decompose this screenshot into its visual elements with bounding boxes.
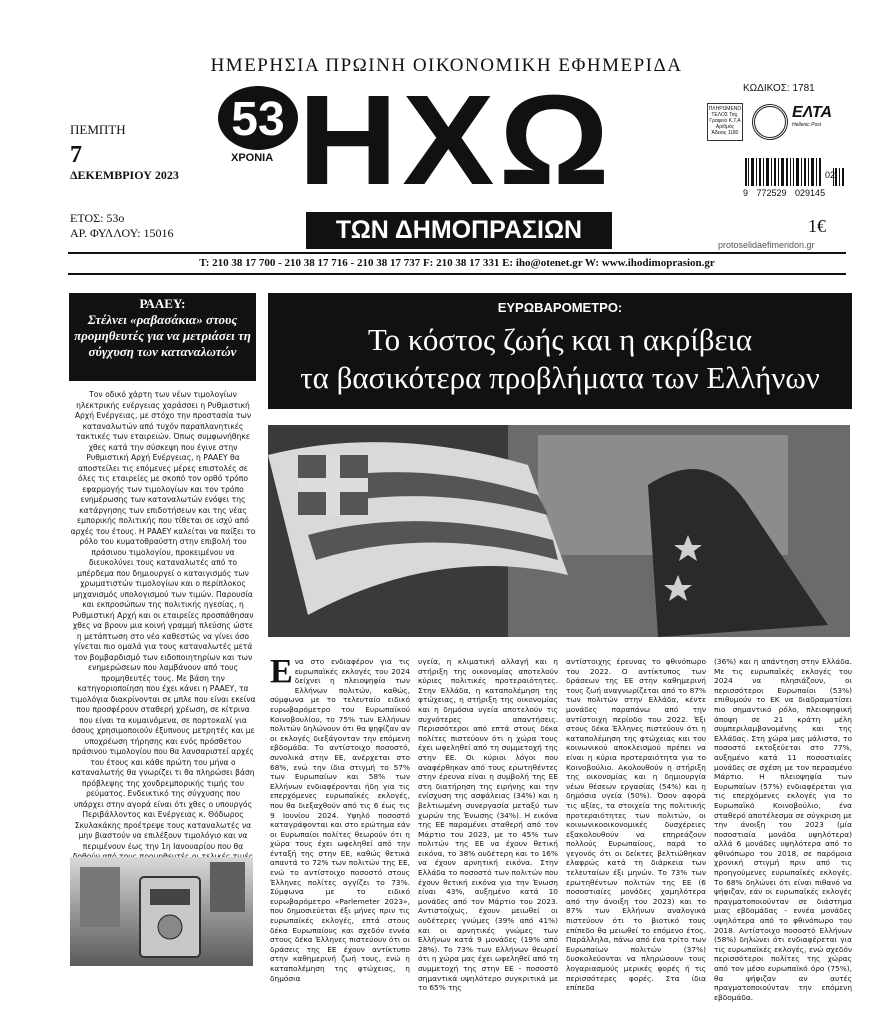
article-column-1: [270, 653, 410, 983]
main-headline-box: [268, 293, 852, 409]
elta-logo: [792, 104, 832, 128]
sidebar-article-body: Τον οδικό χάρτη των νέων τιμολογίων ηλεκτρικής ενέργειας χαράσσει η Ρυθμιστική Αρχή Ενέργειας, με στόχο την προστασία των καταναλωτών από τυχόν παραπλανητικές τακτικές των εταιρειών. Όπως συμφωνήθηκε χθες κατά την σύσκεψη που έγινε στην Ρυθμιστική Αρχή Ενέργειας, η ΡΑΑΕΥ θα αποστείλει τις επόμενες μέρες επιστολές σε όλες τις εταιρείες με σκοπό τον ορθό τρόπο εφαρμογής των τιμολογίων και τον τρόπο ενημέρωσης των καταναλωτών ενόψει της κατάργησης των επιδοτήσεων και της νέας εμπορικής πολιτικής που τίθεται σε ισχύ από αρχές του έτους. Η ΡΑΑΕΥ καλείται να παίξει το ρόλο του κυματοθραύστη στην επιβολή του πράσινου τιμολογίου, προκειμένου να διευκολύνει τους καταναλωτές από το μπέρδεμα που δημιουργεί ο καταιγισμός των χρωματιστών τιμολογίων και ο περίπλοκος μηχανισμός υπολογισμού των τιμών. Παρουσία και εκπροσώπων της πολιτικής ηγεσίας, η Ρυθμιστική Αρχή και οι εταιρείες προσπάθησαν χθες να βρουν μια κοινή γραμμή πλεύσης ώστε η μετάπτωση στο νέο καθεστώς να γίνει όσο γίνεται πιο ομαλά για τους καταναλωτές μετά τον βομβαρδισμό των ειδοποιητηρίων και των ενημερώσεων που λαμβάνουν από τους προμηθευτές τους. Με βάση την κατηγοριοποίηση που έχει κάνει η ΡΑΑΕΥ, τα τιμολόγια διακρίνονται σε μπλε που είναι εκείνα που προσφέρουν σταθερή χρέωση, σε κίτρινα που είναι τα κυμαινόμενα, σε πορτοκαλί για όσους χρησιμοποιούν έξυπνους μετρητές και με υποχρέωση τήρησης και ενός πρόσθετου πράσινου τιμολογίου που θα λανσαριστεί αρχές του έτους και κάθε πρώτη του μήνα ο καταναλωτής θα γνωρίζει τι θα πληρώσει βάση πρόβλεψης της χονδρεμπορικής τιμής του ρεύματος. Ενδεικτικό της σύγχυσης που υπάρχει στην αγορά είναι ότι χθες ο υπουργός Περιβάλλοντος και Ενέργειας κ. Θόδωρος Σκυλακάκης προέτρεψε τους καταναλωτές να μην βιαστούν να επιλέξουν τιμολόγιο και να περιμένουν έως την 1η Ιανουαρίου που θα: [70, 390, 256, 851]
main-headline-line2: τα βασικότερα προβλήματα των Ελλήνων: [300, 360, 820, 395]
divider: [68, 273, 846, 275]
badge-label: ΧΡΟΝΙΑ: [231, 152, 274, 164]
electricity-meter-photo: [70, 857, 253, 966]
badge-number: 53: [231, 93, 285, 146]
masthead-title: ΗΧΩ: [298, 69, 614, 212]
article-column-2: υγεία, η κλιματική αλλαγή και η στήριξη της οικονομίας αποτελούν κύριες πολιτικές προτεραιότητες. Στην Ελλάδα, η καταπολέμηση της φτώχειας, η στήριξη της οικονομίας και η δημόσια υγεία αποτελούν τις συχνότερες απαντήσεις. Περισσότεροι από επτά στους δέκα πολίτες πιστεύουν ότι η χώρα τους έχει ωφεληθεί από τη συμμετοχή της στην ΕΕ. Οι κύριοι λόγοι που αναφέρθηκαν από τους ερωτηθέντες στην έρευνα είναι η συμβολή της ΕΕ στη διατήρηση της ειρήνης και την ενίσχυση της ασφάλειας (34%) και η βελτιωμένη συνεργασία μεταξύ των χωρών της Ένωσης (34%). Η εικόνα της ΕΕ παραμένει σταθερή από τον Μάρτιο του 2023, με το 45% των πολιτών της ΕΕ να έχουν θετική εικόνα, το 38% ουδέτερη και το 16% να έχουν αρνητική εικόνα. Στην Ελλάδα το ποσοστό των πολιτών που έχουν θετική εικόνα για την Ένωση είναι 43%, αυξημένο κατά 10 μονάδες από τον Μάρτιο του 2023. Αντιστοίχως, έχουν μειωθεί οι ουδέτερες γνώμες (39% από 41%) και οι αρνητικές γνώμες των Ελλήνων κατά 9 μονάδες (19% από 28%). Το 73% των Ελλήνων θεωρεί ότι η χώρα μας έχει ωφεληθεί από τη συμμετοχή της στην ΕΕ - ποσοστό σημαντικά υψηλότερο συγκριτικά με το 65% της: [418, 657, 558, 993]
barcode-suffix: 02: [825, 170, 836, 180]
sidebar-headline-box: [69, 293, 256, 381]
elta-sub: Hellenic Post: [792, 122, 822, 128]
barcode-number: 9 772529 029145: [743, 188, 826, 198]
drop-cap: Ε: [270, 653, 293, 690]
day-name: ΠΕΜΠΤΗ: [70, 122, 126, 137]
price: 1€: [808, 216, 826, 236]
main-headline-line1: Το κόστος ζωής και η ακρίβεια: [367, 322, 753, 357]
contact-line: Τ: 210 38 17 700 - 210 38 17 716 - 210 38 17 737 F: 210 38 17 331 E: iho@otenet.gr W: www.ihodimoprasion.gr: [199, 257, 715, 269]
sidebar-kicker: ΡΑΑΕΥ:: [139, 296, 186, 311]
tagline: ΗΜΕΡΗΣΙΑ ΠΡΩΙΝΗ ΟΙΚΟΝΟΜΙΚΗ ΕΦΗΜΕΡΙΔΑ: [210, 55, 683, 76]
seal-icon: [752, 104, 788, 140]
column-text: να στο ενδιαφέρον για τις ευρωπαϊκές εκλογές του 2024 δείχνει η πλειοψηφία των Ελλήνων πολιτών, καθώς, σύμφωνα με το τελευταίο ειδικό ευρωβαρόμετρο του Ευρωπαϊκού Κοινοβουλίου, το 75% των Ελλήνων πολιτών δηλώνουν ότι θα ψηφίζαν αν οι εκλογές διεξάγονταν την επόμενη εβδομάδα. Το αντίστοιχο ποσοστό, συνολικά στην ΕΕ, ανέρχεται στο 68%, ενώ την ίδια στιγμή το 57% των Ευρωπαίων και 58% των Ελλήνων ενδιαφέρονται ήδη για τις επερχόμενες ευρωπαϊκές εκλογές, που θα διεξαχθούν από τις 6 έως τις 9 Ιουνίου 2024. Υψηλό ποσοστό καταγράφονται και στο ερώτημα εάν οι Ευρωπαίοι πολίτες θεωρούν ότι η χώρα τους έχει ωφεληθεί από την ένταξή της στην ΕΕ, καθώς θετικά απαντά το 72% των πολιτών της ΕΕ, ενώ το αντίστοιχο ποσοστό στους Έλληνες πολίτες αγγίζει το 73%. Σύμφωνα με το ειδικό ευρωβαρόμετρο «Parlemeter 2023», που δημοσιεύεται έξι μήνες πριν τις ευρωπαϊκές εκλογές, επτά στους δέκα Ευρωπαίους και σχεδόν εννέα στους δέκα Έλληνες πιστεύουν ότι οι δράσεις της ΕΕ έχουν αντίκτυπο στην καθημερινή ζωή τους, ενώ η καταπολέμηση της φτώχειας, η δημόσια: [270, 657, 410, 983]
day-number: 7: [70, 142, 82, 168]
masthead-subtitle: ΤΩΝ ΔΗΜΟΠΡΑΣΙΩΝ: [306, 212, 612, 249]
issue-label: ΑΡ. ΦΥΛΛΟΥ: 15016: [70, 226, 174, 240]
article-column-3: αντίστοιχης έρευνας το φθινόπωρο του 2022. Ο αντίκτυπος των δράσεων της ΕΕ στην καθημερινή τους ζωή αναγνωρίζεται από το 87% των πολιτών στην Ελλάδα, κέντε μονάδες παραπάνω από την αντίστοιχη περίοδο του 2022. Έξι στους δέκα Έλληνες πιστεύουν ότι η καταπολέμηση της φτώχειας και του κοινωνικού αποκλεισμού πρέπει να είναι η κύρια προτεραιότητα για το Κοινοβούλιο. Ακολουθούν η στήριξη της οικονομίας και η δημιουργία νέων θέσεων εργασίας (54%) και η δημόσια υγεία (50%). Όσον αφορά τις αξίες, τα στοιχεία της πολιτικής προτεραιότητες των πολιτών, οι κοινωνικοοικονομικές δυσχέρειες εξακολουθούν να επηρεάζουν πολλούς Ευρωπαίους, παρά το γεγονός ότι οι δείκτες βελτιώθηκαν ελαφρώς κατά τη διάρκεια των τελευταίων έξι μηνών. Το 73% των ερωτηθέντων πολιτών της ΕΕ (6 ποσοστιαίες μονάδες χαμηλότερα από την άνοιξη του 2023) και το 87% των Ελλήνων αναλογικά πιστεύουν ότι το βιοτικό τους επίπεδο θα μειωθεί το επόμενο έτος. Παράλληλα, πάνω από ένα τρίτο των Ευρωπαίων πολιτών (37%) δυσκολεύονται να πληρώσουν τους λογαριασμούς μερικές φορές ή τις περισσότερες φορές. Στα ίδια επίπεδα: [566, 657, 706, 993]
anniversary-badge: [217, 85, 299, 151]
flags-photo: [268, 425, 850, 637]
month-year: ΔΕΚΕΜΒΡΙΟΥ 2023: [70, 168, 179, 182]
postage-paid-box: ΠΛΗΡΩΜΕΝΟ ΤΕΛΟΣ Ταχ. Γραφείο Κ.Τ.Α Αριθμός Άδειας 1180: [707, 103, 743, 141]
product-code: ΚΩΔΙΚΟΣ: 1781: [743, 83, 815, 94]
year-label: ΕΤΟΣ: 53ο: [70, 211, 125, 225]
elta-name: ΕΛΤΑ: [792, 104, 833, 121]
divider: [68, 252, 846, 254]
main-kicker: ΕΥΡΩΒΑΡΟΜΕΤΡΟ:: [497, 300, 623, 315]
article-column-4: (36%) και η απάντηση στην Ελλάδα. Με τις ευρωπαϊκές εκλογές του 2024 να πλησιάζουν, οι περισσότεροι Ευρωπαίοι (53%) επιθυμούν το ΕΚ να διαδραματίσει πιο σημαντικό ρόλο, πλειοψηφική άποψη σε 21 κράτη μέλη συμπεριλαμβανομένης και της Ελλάδας. Στη χώρα μας μάλιστα, το ποσοστό εκτοξεύεται στο 77%, αυξημένο κατά 11 ποσοστιαίες μονάδες σε σχέση με τον περασμένο Μάρτιο. Η πλειοψηφία των Ευρωπαίων (57%) ενδιαφέρεται για τις επερχόμενες εκλογές για το Ευρωπαϊκό Κοινοβούλιο, ένα σταθερό αποτέλεσμα σε σύγκριση με την άνοιξη του 2023 (μία ποσοστιαία μονάδα υψηλότερα) αλλά 6 μονάδες υψηλότερα από το φθινόπωρο του 2018, σε παρόμοια χρονική στιγμή πριν από τις προηγούμενες ευρωπαϊκές εκλογές. Το 68% δηλώνει ότι είναι πιθανό να ψήφιζαν, εάν οι ευρωπαϊκές εκλογές πραγματοποιούνταν σε διάστημα μιας εβδομάδας - εννέα μονάδες υψηλότερα από το φθινόπωρο του 2018. Αντίστοιχο ποσοστό Ελλήνων (58%) δηλώνει ότι ενδιαφέρεται για τις ευρωπαϊκές εκλογές, ενώ σχεδόν περισσότεροι πολίτες της χώρας από τον μέσο ευρωπαϊκό όρο (75%), θα ψήφιζαν αν αυτές πραγματοποιούνταν την επόμενη εβδομάδα.: [714, 657, 852, 1002]
watermark: protoselidaefimeridon.gr: [718, 240, 815, 250]
sidebar-headline: Στέλνει «ραβασάκια» στους προμηθευτές για να μετριάσει τη σύγχυση των καταναλωτών: [74, 312, 251, 359]
